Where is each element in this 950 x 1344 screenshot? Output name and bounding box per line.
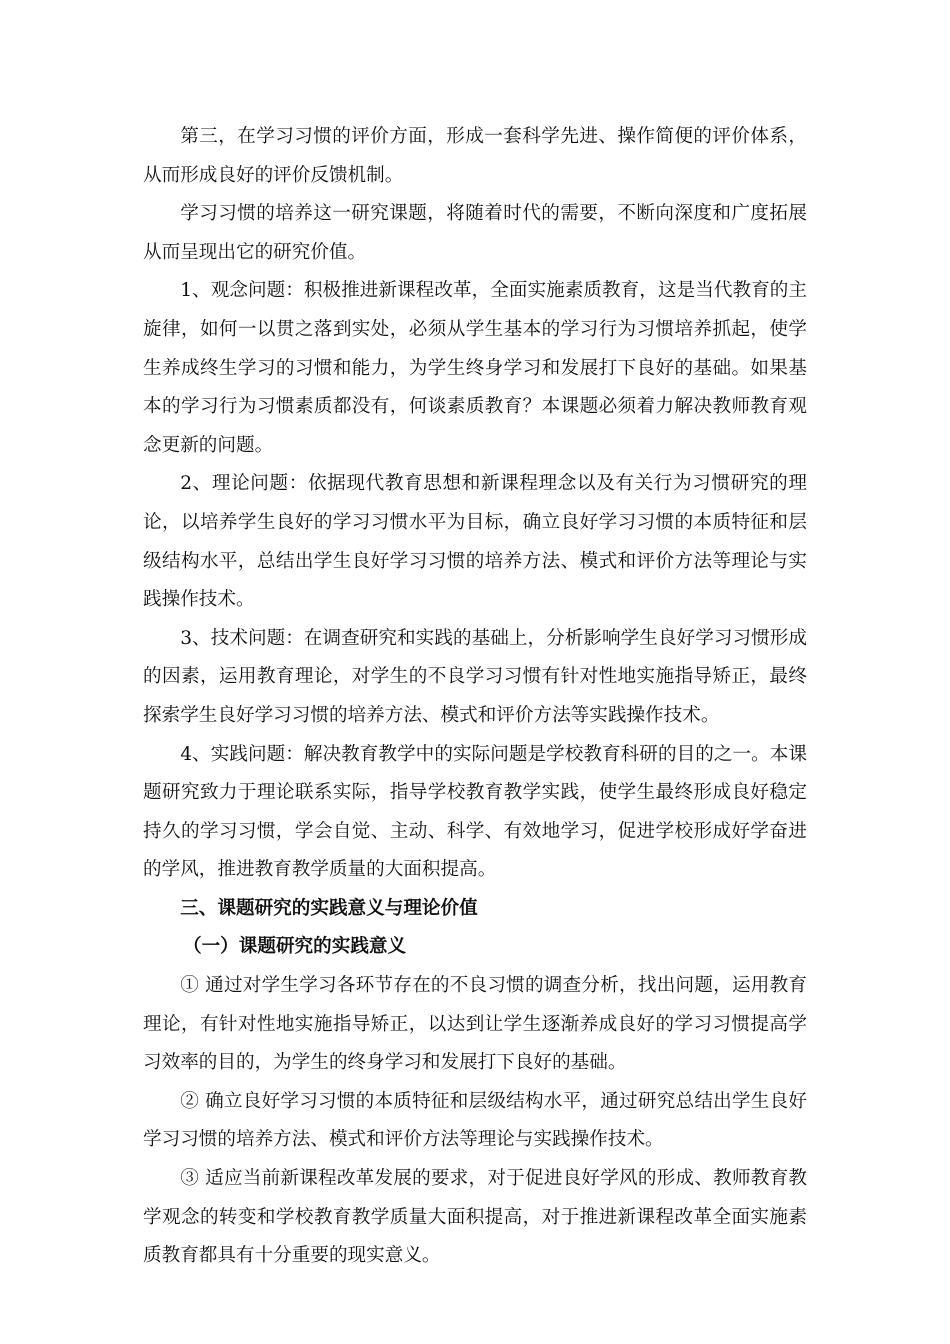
paragraph-practice-issue: 4、实践问题：解决教育教学中的实际问题是学校教育科研的目的之一。本课题研究致力于理论联系实际，指导学校教育教学实践，使学生最终形成良好稳定持久的学习习惯，学会自觉、主动、科学、有效地学习，促进学校形成好学奋进的学风，推进教育教学质量的大面积提高。	[143, 743, 807, 881]
document-body	[143, 118, 807, 1276]
list-item-2: ② 确立良好学习习惯的本质特征和层级结构水平，通过研究总结出学生良好学习习惯的培养方法、模式和评价方法等理论与实践操作技术。	[143, 1090, 807, 1151]
subsection-heading: （一）课题研究的实践意义	[182, 936, 407, 958]
paragraph-technique-issue: 3、技术问题：在调查研究和实践的基础上，分析影响学生良好学习习惯形成的因素，运用教育理论，对学生的不良学习习惯有针对性地实施指导矫正，最终探索学生良好学习习惯的培养方法、模式和评价方法等实践操作技术。	[143, 627, 807, 726]
section-heading: 三、课题研究的实践意义与理论价值	[180, 897, 478, 919]
paragraph-concept-issue: 1、观念问题：积极推进新课程改革，全面实施素质教育，这是当代教育的主旋律，如何一以贯之落到实处，必须从学生基本的学习行为习惯培养抓起，使学生养成终生学习的习惯和能力，为学生终身学习和发展打下良好的基础。如果基本的学习行为习惯素质都没有，何谈素质教育？本课题必须着力解决教师教育观念更新的问题。	[143, 280, 807, 456]
paragraph-evaluation: 第三，在学习习惯的评价方面，形成一套科学先进、操作简便的评价体系，从而形成良好的评价反馈机制。	[143, 126, 807, 186]
list-item-1: ① 通过对学生学习各环节存在的不良习惯的调查分析，找出问题，运用教育理论，有针对性地实施指导矫正，以达到让学生逐渐养成良好的学习习惯提高学习效率的目的，为学生的终身学习和发展打下良好的基础。	[143, 975, 807, 1074]
list-item-3: ③ 适应当前新课程改革发展的要求，对于促进良好学风的形成、教师教育教学观念的转变和学校教育教学质量大面积提高，对于推进新课程改革全面实施素质教育都具有十分重要的现实意义。	[143, 1168, 807, 1267]
paragraph-research-value: 学习习惯的培养这一研究课题，将随着时代的需要，不断向深度和广度拓展从而呈现出它的研究价值。	[143, 203, 807, 263]
paragraph-theory-issue: 2、理论问题：依据现代教育思想和新课程理念以及有关行为习惯研究的理论，以培养学生良好的学习习惯水平为目标，确立良好学习习惯的本质特征和层级结构水平，总结出学生良好学习习惯的培养方法、模式和评价方法等理论与实践操作技术。	[143, 473, 807, 611]
